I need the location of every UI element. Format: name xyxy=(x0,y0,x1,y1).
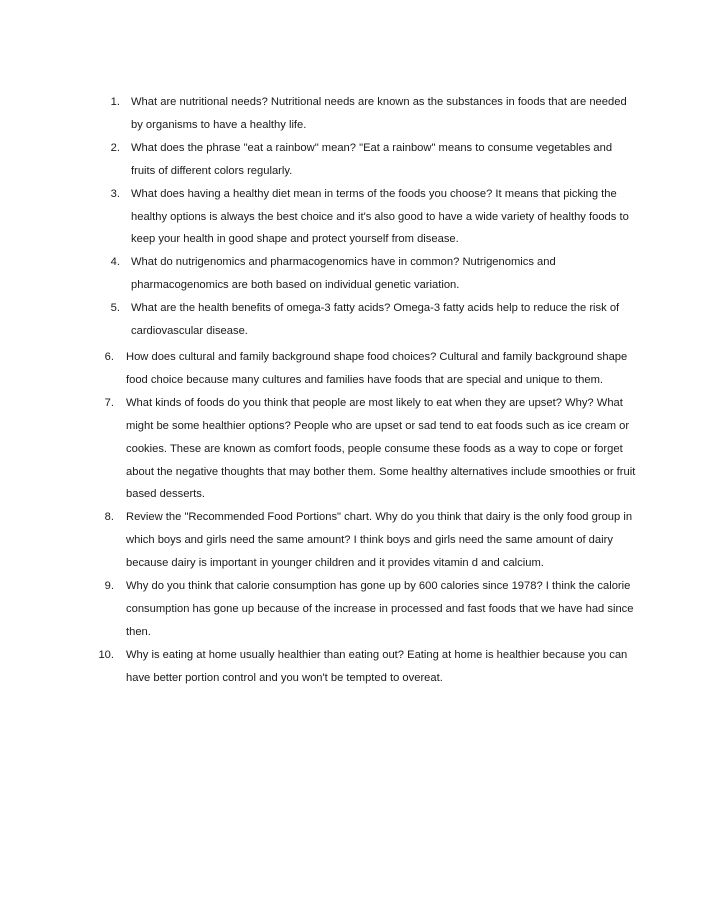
item-text: What are the health benefits of omega-3 fatty acids? Omega-3 fatty acids help to reduce the risk of cardiovascular disease. xyxy=(131,302,620,338)
item-number: 5. xyxy=(110,302,120,315)
list-item xyxy=(0,137,714,183)
question-answer-list xyxy=(0,91,714,690)
list-item xyxy=(0,644,714,690)
item-number: 4. xyxy=(110,256,120,269)
item-text: Why do you think that calorie consumption has gone up by 600 calories since 1978? I think the calorie consumption has gone up because of the increase in processed and fast foods that we have had since then. xyxy=(126,580,634,638)
item-number: 2. xyxy=(110,141,120,154)
item-text: What does having a healthy diet mean in terms of the foods you choose? It means that picking the healthy options is always the best choice and it's also good to have a wide variety of healthy foods to keep your health in good shape and protect yourself from disease. xyxy=(131,187,629,246)
item-number: 8. xyxy=(104,511,114,524)
item-number: 3. xyxy=(110,187,120,200)
list-item xyxy=(0,346,714,392)
item-text: What does the phrase "eat a rainbow" mean? "Eat a rainbow" means to consume vegetables and fruits of different colors regularly. xyxy=(131,141,613,177)
item-text: What do nutrigenomics and pharmacogenomics have in common? Nutrigenomics and pharmacogenomics are both based on individual genetic variation. xyxy=(131,256,556,292)
item-text: What kinds of foods do you think that people are most likely to eat when they are upset? Why? What might be some healthier options? People who are upset or sad tend to eat foods such as ice cream or cookies. These are known as comfort foods, people consume these foods as a way to cope or forget about the negative thoughts that may bother them. Some healthy alternatives include smoothies or fruit based desserts. xyxy=(126,396,636,501)
item-number: 6. xyxy=(104,350,114,363)
list-item xyxy=(0,575,714,644)
list-item xyxy=(0,251,714,297)
item-text: Review the "Recommended Food Portions" chart. Why do you think that dairy is the only food group in which boys and girls need the same amount? I think boys and girls need the same amount of dairy because dairy is important in younger children and it provides vitamin d and calcium. xyxy=(126,511,633,570)
item-number: 9. xyxy=(104,580,114,593)
list-item xyxy=(0,506,714,575)
list-item xyxy=(0,392,714,507)
list-item xyxy=(0,297,714,343)
item-number: 7. xyxy=(104,396,114,409)
item-text: How does cultural and family background shape food choices? Cultural and family background shape food choice because many cultures and families have foods that are special and unique to them. xyxy=(126,350,628,386)
list-item xyxy=(0,183,714,252)
item-text: Why is eating at home usually healthier than eating out? Eating at home is healthier because you can have better portion control and you won't be tempted to overeat. xyxy=(126,648,628,684)
list-item xyxy=(0,91,714,137)
item-number: 1. xyxy=(110,96,120,108)
item-number: 10. xyxy=(98,648,114,661)
item-text: What are nutritional needs? Nutritional needs are known as the substances in foods that are needed by organisms to have a healthy life. xyxy=(131,96,627,131)
